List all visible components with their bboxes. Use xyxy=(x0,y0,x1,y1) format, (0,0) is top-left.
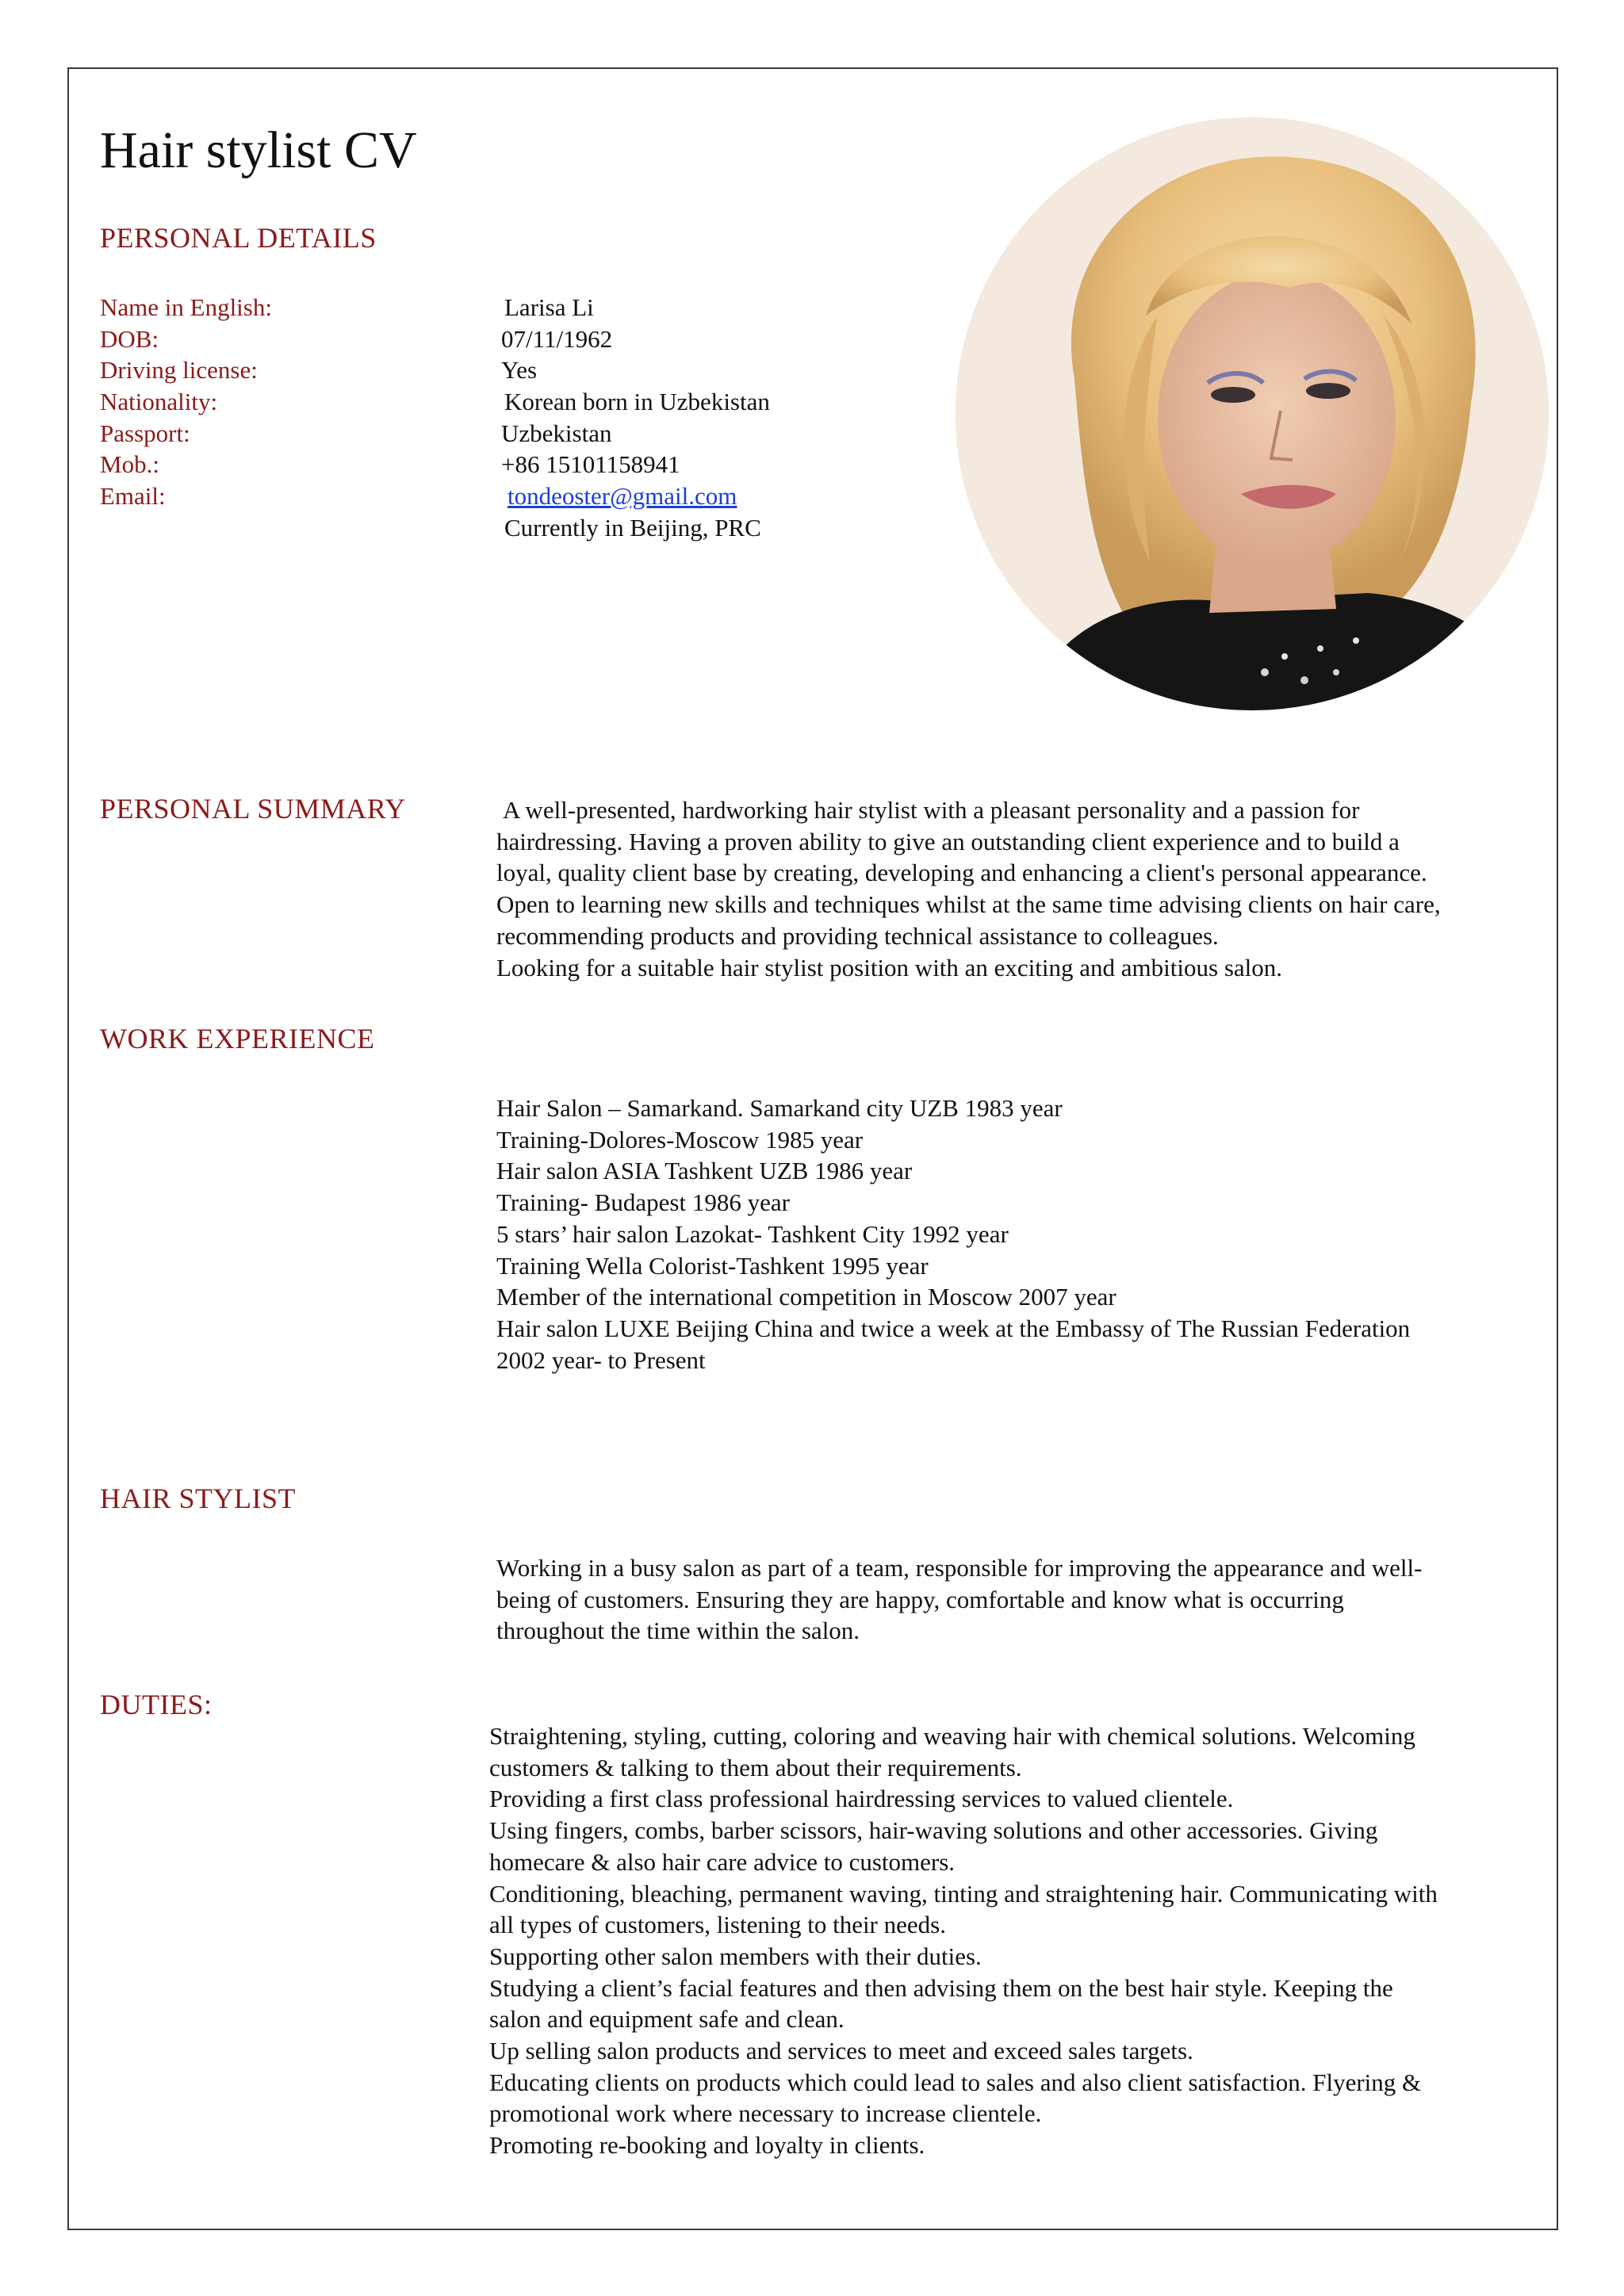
duty-line: Promoting re-booking and loyalty in clients. xyxy=(489,2131,925,2160)
duty-line: Supporting other salon members with their duties. xyxy=(489,1942,982,1970)
duty-line: salon and equipment safe and clean. xyxy=(489,2005,845,2034)
nationality-label: Nationality: xyxy=(100,388,218,415)
duty-line: all types of customers, listening to their needs. xyxy=(489,1911,946,1939)
hair-stylist-line: being of customers. Ensuring they are happy, comfortable and know what is occurring xyxy=(496,1585,1344,1613)
hair-stylist-line: throughout the time within the salon. xyxy=(496,1617,860,1645)
duty-line: promotional work where necessary to increase clientele. xyxy=(489,2099,1042,2128)
page-title: Hair stylist CV xyxy=(100,121,417,179)
work-experience-list xyxy=(496,1093,1551,1376)
personal-details-heading: PERSONAL DETAILS xyxy=(100,222,377,254)
work-experience-item: Training Wella Colorist-Tashkent 1995 year xyxy=(496,1251,929,1280)
email-link-text[interactable]: tondeoster@gmail.com xyxy=(508,482,737,510)
personal-summary-text xyxy=(496,794,1551,983)
duty-line: Educating clients on products which could lead to sales and also client satisfaction. Flyering & xyxy=(489,2068,1422,2096)
hair-stylist-text xyxy=(496,1552,1551,1647)
work-experience-item: 2002 year- to Present xyxy=(496,1345,706,1374)
summary-line: Looking for a suitable hair stylist position with an exciting and ambitious salon. xyxy=(496,953,1283,982)
work-experience-item: Training-Dolores-Moscow 1985 year xyxy=(496,1125,864,1154)
summary-line: Open to learning new skills and techniques whilst at the same time advising clients on hair care, xyxy=(496,890,1441,919)
driving-license-label: Driving license: xyxy=(100,356,258,384)
duty-line: Providing a first class professional hairdressing services to valued clientele. xyxy=(489,1785,1234,1813)
duty-line: Using fingers, combs, barber scissors, hair-waving solutions and other accessories. Giving xyxy=(489,1816,1378,1845)
duty-line: Straightening, styling, cutting, coloring and weaving hair with chemical solutions. Welcoming xyxy=(489,1722,1415,1750)
driving-license-value: Yes xyxy=(501,356,538,384)
dob-value: 07/11/1962 xyxy=(501,325,613,353)
work-experience-item: Training- Budapest 1986 year xyxy=(496,1188,790,1217)
summary-line: A well-presented, hardworking hair stylist with a pleasant personality and a passion for xyxy=(503,796,1360,824)
summary-line: loyal, quality client base by creating, developing and enhancing a client's personal appearance. xyxy=(496,859,1427,887)
personal-summary-heading: PERSONAL SUMMARY xyxy=(100,793,406,825)
passport-label: Passport: xyxy=(100,419,190,447)
duty-line: Conditioning, bleaching, permanent waving, tinting and straightening hair. Communicating with xyxy=(489,1879,1438,1908)
mobile-label: Mob.: xyxy=(100,450,159,478)
name-value: Larisa Li xyxy=(504,293,594,321)
work-experience-item: Member of the international competition in Moscow 2007 year xyxy=(496,1283,1116,1311)
work-experience-item: Hair salon ASIA Tashkent UZB 1986 year xyxy=(496,1157,913,1185)
summary-line: hairdressing. Having a proven ability to give an outstanding client experience and to build a xyxy=(496,827,1400,855)
name-label: Name in English: xyxy=(100,293,272,321)
duty-line: homecare & also hair care advice to customers. xyxy=(489,1847,956,1876)
nationality-value: Korean born in Uzbekistan xyxy=(504,388,770,415)
dob-label: DOB: xyxy=(100,325,159,353)
hair-stylist-line: Working in a busy salon as part of a team, responsible for improving the appearance and well- xyxy=(496,1554,1423,1582)
duty-line: customers & talking to them about their requirements. xyxy=(489,1753,1022,1781)
profile-photo xyxy=(956,117,1549,710)
duty-line: Up selling salon products and services to meet and exceed sales targets. xyxy=(489,2037,1193,2065)
location-value: Currently in Beijing, PRC xyxy=(504,514,761,541)
profile-photo-illustration xyxy=(956,117,1549,710)
duties-heading: DUTIES: xyxy=(100,1689,213,1720)
work-experience-heading: WORK EXPERIENCE xyxy=(100,1023,375,1054)
summary-line: recommending products and providing technical assistance to colleagues. xyxy=(496,921,1219,950)
work-experience-item: 5 stars’ hair salon Lazokat- Tashkent City 1992 year xyxy=(496,1219,1009,1248)
passport-value: Uzbekistan xyxy=(501,419,612,447)
duty-line: Studying a client’s facial features and then advising them on the best hair style. Keeping the xyxy=(489,1973,1393,2002)
email-label: Email: xyxy=(100,482,166,510)
mobile-value: +86 15101158941 xyxy=(501,450,680,478)
hair-stylist-heading: HAIR STYLIST xyxy=(100,1483,296,1514)
email-link[interactable] xyxy=(508,480,737,512)
work-experience-item: Hair Salon – Samarkand. Samarkand city UZB 1983 year xyxy=(496,1094,1063,1122)
work-experience-item: Hair salon LUXE Beijing China and twice a week at the Embassy of The Russian Federation xyxy=(496,1314,1411,1342)
duties-list xyxy=(489,1720,1544,2161)
